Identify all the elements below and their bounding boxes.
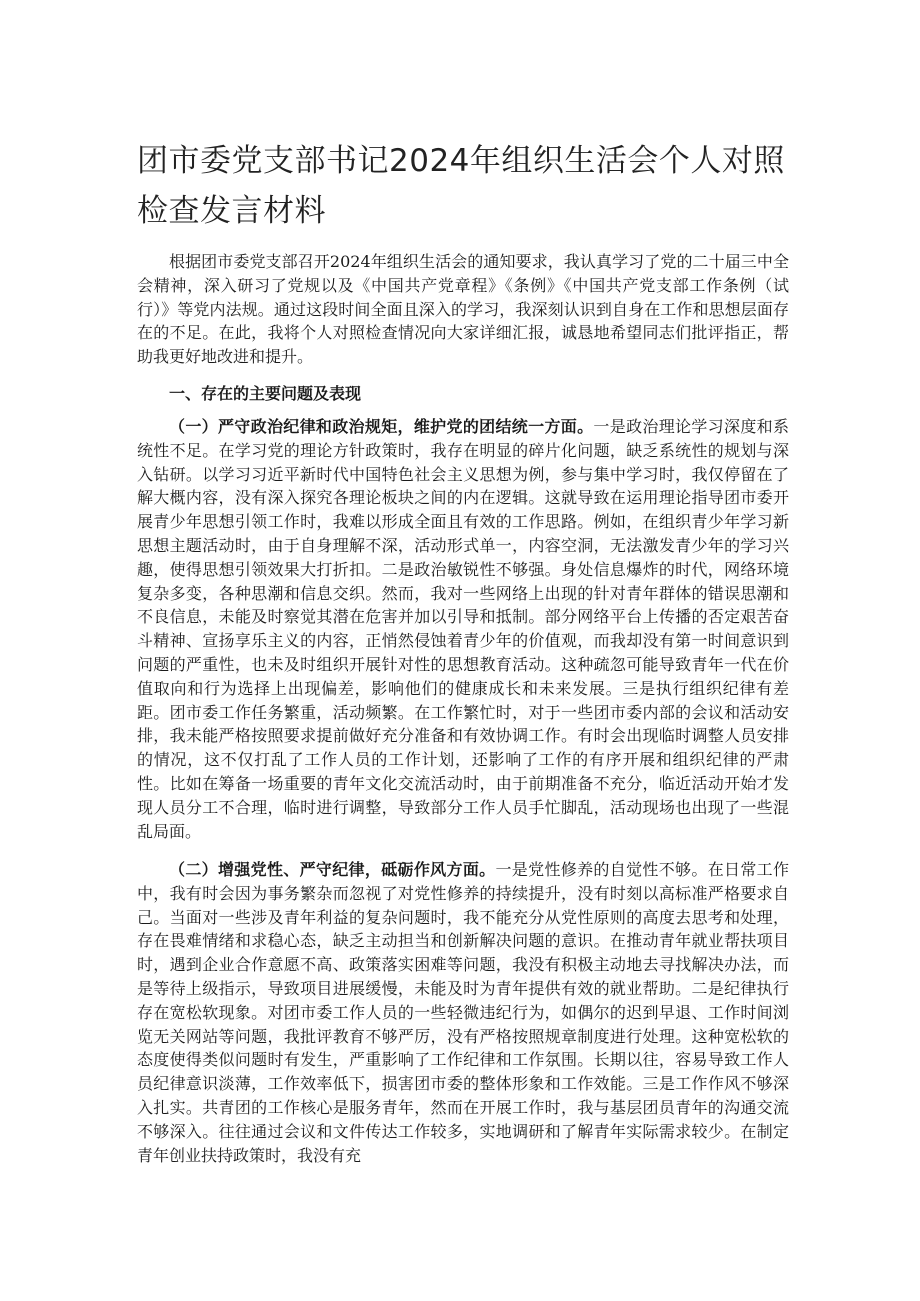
section-2-lead: （二）增强党性、严守纪律，砥砺作风方面。	[169, 860, 496, 879]
section-1-paragraph	[137, 415, 789, 843]
section-heading: 一、存在的主要问题及表现	[169, 384, 362, 403]
section-2-paragraph	[137, 858, 789, 1167]
section-1-lead: （一）严守政治纪律和政治规矩，维护党的团结统一方面。	[169, 417, 594, 436]
section-1-text: 一是政治理论学习深度和系统性不足。在学习党的理论方针政策时，我存在明显的碎片化问题，缺乏系统性的规划与深入钻研。以学习习近平新时代中国特色社会主义思想为例，参与集中学习时，我仅停留在了解大概内容，没有深入探究各理论板块之间的内在逻辑。这就导致在运用理论指导团市委开展青少年思想引领工作时，我难以形成全面且有效的工作思路。例如，在组织青少年学习新思想主题活动时，由于自身理解不深，活动形式单一，内容空洞，无法激发青少年的学习兴趣，使得思想引领效果大打折扣。二是政治敏锐性不够强。身处信息爆炸的时代，网络环境复杂多变，各种思潮和信息交织。然而，我对一些网络上出现的针对青年群体的错误思潮和不良信息，未能及时察觉其潜在危害并加以引导和抵制。部分网络平台上传播的否定艰苦奋斗精神、宣扬享乐主义的内容，正悄然侵蚀着青少年的价值观，而我却没有第一时间意识到问题的严重性，也未及时组织开展针对性的思想教育活动。这种疏忽可能导致青年一代在价值取向和行为选择上出现偏差，影响他们的健康成长和未来发展。三是执行组织纪律有差距。团市委工作任务繁重，活动频繁。在工作繁忙时，对于一些团市委内部的会议和活动安排，我未能严格按照要求提前做好充分准备和有效协调工作。有时会出现临时调整人员安排的情况，这不仅打乱了工作人员的工作计划，还影响了工作的有序开展和组织纪律的严肃性。比如在筹备一场重要的青年文化交流活动时，由于前期准备不充分，临近活动开始才发现人员分工不合理，临时进行调整，导致部分工作人员手忙脚乱，活动现场也出现了一些混乱局面。	[137, 417, 789, 841]
section-2-text: 一是党性修养的自觉性不够。在日常工作中，我有时会因为事务繁杂而忽视了对党性修养的持续提升，没有时刻以高标准严格要求自己。当面对一些涉及青年利益的复杂问题时，我不能充分从党性原则的高度去思考和处理，存在畏难情绪和求稳心态，缺乏主动担当和创新解决问题的意识。在推动青年就业帮扶项目时，遇到企业合作意愿不高、政策落实困难等问题，我没有积极主动地去寻找解决办法，而是等待上级指示，导致项目进展缓慢，未能及时为青年提供有效的就业帮助。二是纪律执行存在宽松软现象。对团市委工作人员的一些轻微违纪行为，如偶尔的迟到早退、工作时间浏览无关网站等问题，我批评教育不够严厉，没有严格按照规章制度进行处理。这种宽松软的态度使得类似问题时有发生，严重影响了工作纪律和工作氛围。长期以往，容易导致工作人员纪律意识淡薄，工作效率低下，损害团市委的整体形象和工作效能。三是工作作风不够深入扎实。共青团的工作核心是服务青年，然而在开展工作时，我与基层团员青年的沟通交流不够深入。往往通过会议和文件传达工作较多，实地调研和了解青年实际需求较少。在制定青年创业扶持政策时，我没有充	[137, 860, 789, 1165]
document-title: 团市委党支部书记2024年组织生活会个人对照检查发言材料	[137, 143, 785, 229]
intro-paragraph: 根据团市委党支部召开2024年组织生活会的通知要求，我认真学习了党的二十届三中全会精神，深入研习了党规以及《中国共产党章程》《条例》《中国共产党支部工作条例（试行）》等党内法规。通过这段时间全面且深入的学习，我深刻认识到自身在工作和思想层面存在的不足。在此，我将个人对照检查情况向大家详细汇报，诚恳地希望同志们批评指正，帮助我更好地改进和提升。	[137, 252, 789, 367]
